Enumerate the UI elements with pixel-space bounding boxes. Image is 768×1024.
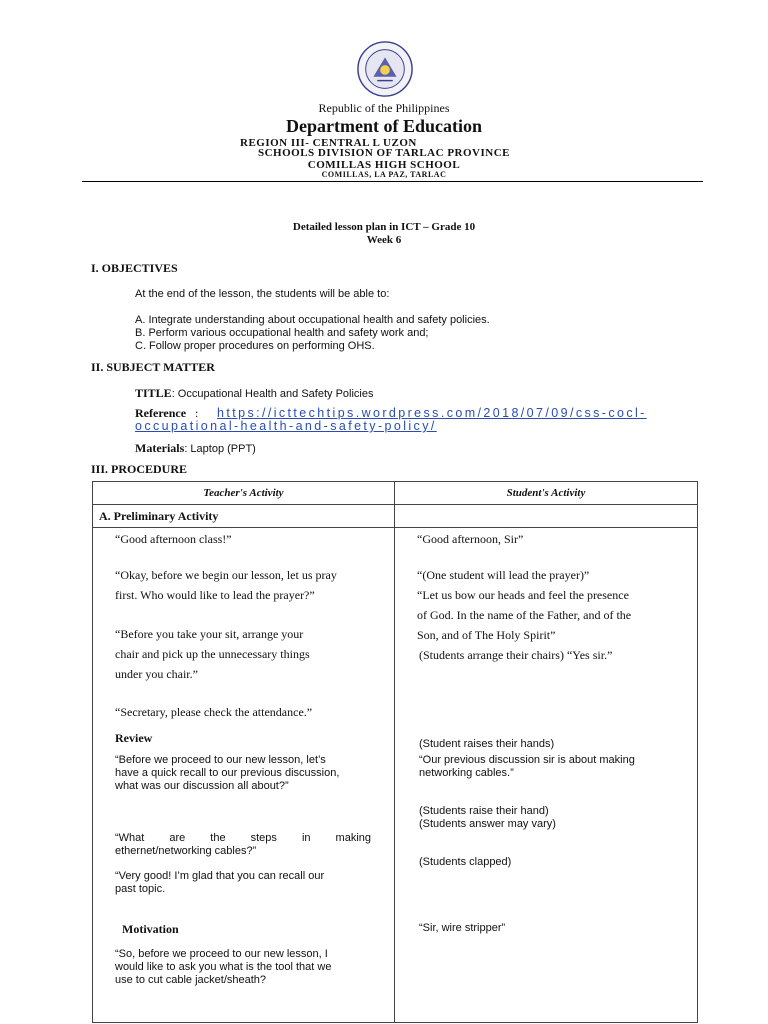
reference-label: Reference	[135, 406, 187, 420]
review-label: Review	[115, 731, 153, 745]
student-prayer-line: of God. In the name of the Father, and of the	[417, 608, 632, 622]
teacher-pray-line: “Okay, before we begin our lesson, let us pray	[115, 568, 337, 582]
objective-item: C. Follow proper procedures on performing OHS.	[135, 340, 375, 352]
teacher-motivation-line: “So, before we proceed to our new lesson, I	[115, 948, 328, 960]
motivation-label: Motivation	[122, 922, 179, 936]
teacher-good-line: past topic.	[115, 883, 166, 895]
title-line	[135, 386, 373, 401]
title-label: TITLE	[135, 386, 172, 400]
student-clapped: (Students clapped)	[419, 856, 512, 868]
student-prayer-lead: “(One student will lead the prayer)”	[417, 568, 590, 582]
procedure-table	[92, 481, 698, 1023]
objectives-heading: I. OBJECTIVES	[91, 261, 178, 275]
student-answer-vary: (Students answer may vary)	[419, 818, 556, 830]
student-column-header: Student's Activity	[395, 482, 698, 505]
plan-title: Detailed lesson plan in ICT – Grade 10	[292, 221, 476, 233]
republic-label: Republic of the Philippines	[318, 101, 450, 115]
teacher-motivation-line: would like to ask you what is the tool that we	[115, 961, 332, 973]
teacher-steps-line: “What are the steps in making	[115, 832, 371, 844]
student-greeting: “Good afternoon, Sir”	[417, 532, 524, 546]
title-value: : Occupational Health and Safety Policies	[171, 388, 374, 400]
materials-value: : Laptop (PPT)	[184, 443, 256, 455]
objective-item: B. Perform various occupational health and safety work and;	[135, 327, 429, 339]
procedure-heading: III. PROCEDURE	[91, 462, 188, 476]
student-activity-cell	[395, 528, 698, 1023]
teacher-attendance: “Secretary, please check the attendance.”	[115, 705, 313, 719]
student-prayer-line: “Let us bow our heads and feel the presence	[417, 588, 629, 602]
teacher-review-line: “Before we proceed to our new lesson, let’s	[115, 754, 326, 766]
teacher-sit-line: under you chair.”	[115, 667, 198, 681]
teacher-review-line: what was our discussion all about?”	[115, 780, 289, 792]
materials-line	[135, 441, 256, 456]
objectives-intro: At the end of the lesson, the students will be able to:	[135, 288, 390, 300]
teacher-motivation-line: use to cut cable jacket/sheath?	[115, 974, 267, 986]
student-arrange: (Students arrange their chairs) “Yes sir.”	[419, 648, 613, 662]
reference-link-continued[interactable]: occupational-health-and-safety-policy/	[135, 419, 437, 433]
teacher-activity-cell	[93, 528, 395, 1023]
region-label: REGION III- CENTRAL L UZON	[240, 137, 417, 149]
student-prayer-line: Son, and of The Holy Spirit”	[417, 628, 556, 642]
objective-item: A. Integrate understanding about occupational health and safety policies.	[135, 314, 490, 326]
teacher-good-line: “Very good! I’m glad that you can recall our	[115, 870, 325, 882]
teacher-greeting: “Good afternoon class!”	[115, 532, 232, 546]
plan-week: Week 6	[366, 234, 402, 246]
header-divider	[82, 181, 703, 182]
materials-label: Materials	[135, 441, 185, 455]
school-name: COMILLAS HIGH SCHOOL	[307, 159, 461, 171]
student-previous-line: networking cables.”	[419, 767, 514, 779]
preliminary-activity-empty	[395, 505, 698, 528]
teacher-column-header: Teacher's Activity	[93, 482, 395, 505]
teacher-pray-line: first. Who would like to lead the prayer?”	[115, 588, 315, 602]
reference-link[interactable]: https://icttechtips.wordpress.com/2018/07/09/css-cocl-	[217, 406, 647, 420]
teacher-review-line: have a quick recall to our previous discussion,	[115, 767, 340, 779]
teacher-steps-line: ethernet/networking cables?”	[115, 845, 257, 857]
subject-matter-heading: II. SUBJECT MATTER	[91, 360, 215, 374]
teacher-sit-line: “Before you take your sit, arrange your	[115, 627, 304, 641]
department-title: Department of Education	[286, 116, 482, 136]
student-raise-hand: (Students raise their hand)	[419, 805, 549, 817]
student-previous-line: “Our previous discussion sir is about making	[419, 754, 635, 766]
preliminary-activity-label: A. Preliminary Activity	[93, 505, 395, 528]
teacher-sit-line: chair and pick up the unnecessary things	[115, 647, 310, 661]
deped-seal-logo	[356, 40, 414, 98]
student-wire-stripper: “Sir, wire stripper”	[419, 922, 506, 934]
division-label: SCHOOLS DIVISION OF TARLAC PROVINCE	[257, 147, 510, 159]
student-raise: (Student raises their hands)	[419, 738, 555, 750]
school-address: COMILLAS, LA PAZ, TARLAC	[321, 170, 447, 179]
objectives-list	[135, 314, 490, 353]
reference-colon: :	[195, 406, 199, 420]
